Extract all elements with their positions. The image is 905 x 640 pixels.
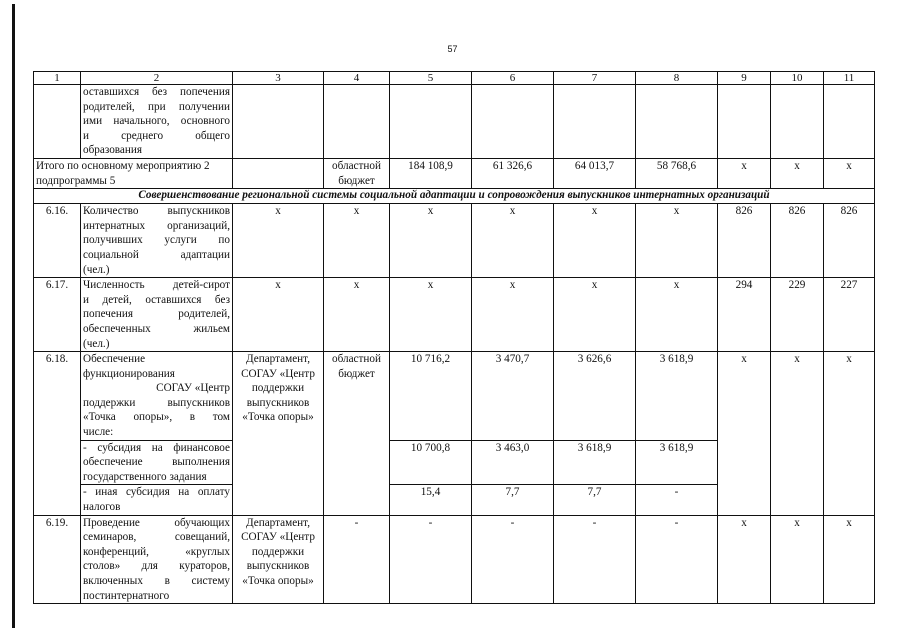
value-cell: x	[824, 352, 875, 516]
value-cell: 3 618,9	[554, 440, 636, 485]
executor: Департамент, СОГАУ «Центр поддержки выпускников «Точка опоры»	[233, 352, 324, 516]
measures-table	[33, 71, 875, 604]
table-row-6-18	[34, 352, 875, 441]
col-header: 10	[771, 72, 824, 85]
measure-text: Численность детей-сирот и детей, оставшихся без попечения родителей, обеспеченных жильем (чел.)	[81, 278, 233, 352]
value-cell: 294	[718, 278, 771, 352]
col-header: 1	[34, 72, 81, 85]
value-cell: -	[324, 515, 390, 604]
row-number: 6.19.	[34, 515, 81, 604]
value-cell: x	[636, 278, 718, 352]
value-cell: 229	[771, 278, 824, 352]
left-margin-line	[12, 4, 15, 628]
value-cell: 3 626,6	[554, 352, 636, 441]
value-cell: 10 716,2	[390, 352, 472, 441]
measure-text: Количество выпускников интернатных организаций, получивших услуги по социальной адаптации (чел.)	[81, 204, 233, 278]
value-cell: 184 108,9	[390, 158, 472, 188]
col-header: 2	[81, 72, 233, 85]
value-cell: x	[771, 158, 824, 188]
page-number: 57	[447, 44, 458, 54]
funding-source: областной бюджет	[324, 352, 390, 516]
value-cell: x	[718, 352, 771, 516]
value-cell: -	[554, 515, 636, 604]
measure-text: оставшихся без попечения родителей, при получении ими начального, основного и среднего общего образования	[81, 85, 233, 159]
value-cell: x	[771, 352, 824, 516]
measure-text: - субсидия на финансовое обеспечение выполнения государственного задания	[81, 440, 233, 485]
value-cell: x	[636, 204, 718, 278]
section-heading-row	[34, 189, 875, 204]
value-cell: x	[324, 204, 390, 278]
value-cell: x	[324, 278, 390, 352]
value-cell: x	[554, 204, 636, 278]
executor: Департамент, СОГАУ «Центр поддержки выпускников «Точка опоры»	[233, 515, 324, 604]
row-number: 6.17.	[34, 278, 81, 352]
value-cell: x	[233, 278, 324, 352]
value-cell: 826	[771, 204, 824, 278]
col-header: 11	[824, 72, 875, 85]
col-header: 4	[324, 72, 390, 85]
value-cell: 10 700,8	[390, 440, 472, 485]
section-title: Совершенствование региональной системы социальной адаптации и сопровождения выпускников интернатных организаций	[34, 189, 875, 204]
value-cell: x	[472, 204, 554, 278]
value-cell: 3 470,7	[472, 352, 554, 441]
value-cell: x	[233, 204, 324, 278]
measure-text: Проведение обучающих семинаров, совещаний, конференций, «круглых столов» для кураторов, включенных в систему постинтернатного	[81, 515, 233, 604]
value-cell: -	[390, 515, 472, 604]
table-row-total	[34, 158, 875, 188]
value-cell: 15,4	[390, 485, 472, 515]
value-cell: x	[390, 278, 472, 352]
col-header: 5	[390, 72, 472, 85]
value-cell: -	[636, 515, 718, 604]
funding-source: областной бюджет	[324, 158, 390, 188]
value-cell: 826	[824, 204, 875, 278]
value-cell: x	[554, 278, 636, 352]
value-cell: 3 463,0	[472, 440, 554, 485]
table-row-continuation	[34, 85, 875, 159]
value-cell: x	[771, 515, 824, 604]
total-label: Итого по основному мероприятию 2 подпрограммы 5	[34, 158, 233, 188]
value-cell: 58 768,6	[636, 158, 718, 188]
measure-text: Обеспечение функционирования СОГАУ «Центр поддержки выпускников «Точка опоры», в том числе:	[81, 352, 233, 441]
value-cell: 3 618,9	[636, 352, 718, 441]
value-cell: 7,7	[472, 485, 554, 515]
col-header: 6	[472, 72, 554, 85]
row-number: 6.18.	[34, 352, 81, 516]
col-header: 3	[233, 72, 324, 85]
value-cell: 7,7	[554, 485, 636, 515]
value-cell: 3 618,9	[636, 440, 718, 485]
column-number-row	[34, 72, 875, 85]
value-cell: 227	[824, 278, 875, 352]
value-cell: -	[636, 485, 718, 515]
value-cell: 826	[718, 204, 771, 278]
col-header: 9	[718, 72, 771, 85]
value-cell: x	[824, 158, 875, 188]
row-number: 6.16.	[34, 204, 81, 278]
value-cell: 64 013,7	[554, 158, 636, 188]
table-row-6-17	[34, 278, 875, 352]
col-header: 7	[554, 72, 636, 85]
table-row-6-19	[34, 515, 875, 604]
measure-text: - иная субсидия на оплату налогов	[81, 485, 233, 515]
value-cell: 61 326,6	[472, 158, 554, 188]
value-cell: x	[472, 278, 554, 352]
value-cell: -	[472, 515, 554, 604]
value-cell: x	[718, 158, 771, 188]
value-cell: x	[824, 515, 875, 604]
value-cell: x	[718, 515, 771, 604]
table-row-6-16	[34, 204, 875, 278]
col-header: 8	[636, 72, 718, 85]
value-cell: x	[390, 204, 472, 278]
